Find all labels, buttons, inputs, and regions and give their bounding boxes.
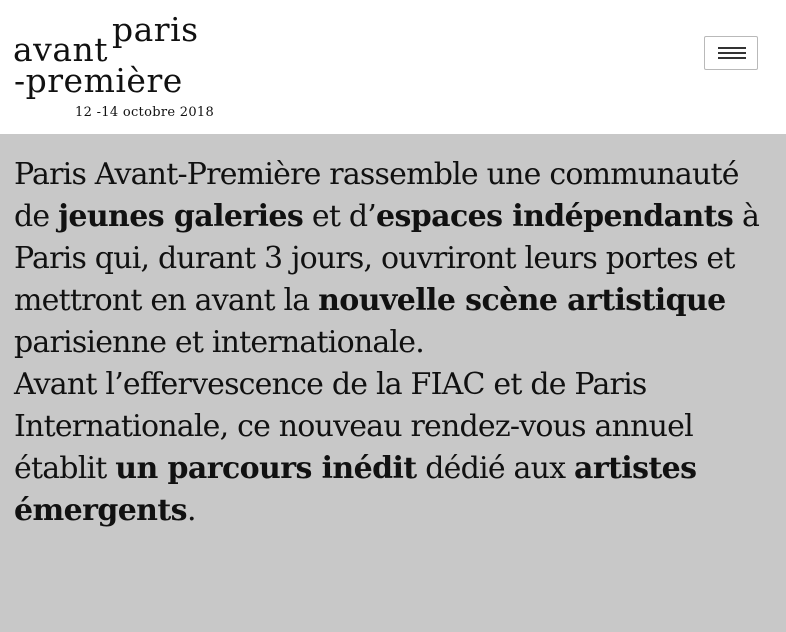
hamburger-menu-icon [718,47,746,59]
intro-text-segment: . [186,493,196,528]
intro-text-segment: Paris Avant-Première rassemble une communauté de [14,157,739,234]
logo-event-dates: 12 -14 octobre 2018 [75,105,215,120]
highlight-espaces-independants: espaces indépendants [376,199,734,234]
intro-text-segment: dédié aux [416,451,574,486]
site-header [0,0,786,134]
intro-text-segment: à Paris qui, durant 3 jours, ouvriront leurs portes et mettront en avant la [14,199,760,318]
logo-word-avant: avant [13,30,109,69]
logo-word-paris: paris [112,10,199,49]
intro-text-segment: parisienne et internationale. [14,325,424,360]
highlight-artistes-emergents: artistes émergents [14,451,697,528]
highlight-parcours-inedit: un parcours inédit [115,451,417,486]
intro-text-segment: et d’ [303,199,377,234]
logo-word-premiere: -première [14,61,183,100]
site-logo[interactable] [0,0,220,134]
intro-section [0,134,786,632]
intro-text [14,154,779,532]
menu-toggle-button[interactable] [704,36,758,70]
highlight-jeunes-galeries: jeunes galeries [58,199,304,234]
highlight-nouvelle-scene: nouvelle scène artistique [318,283,726,318]
intro-text-segment: Avant l’effervescence de la FIAC et de Paris Internationale, ce nouveau rendez-vous annuel établit [14,367,693,486]
